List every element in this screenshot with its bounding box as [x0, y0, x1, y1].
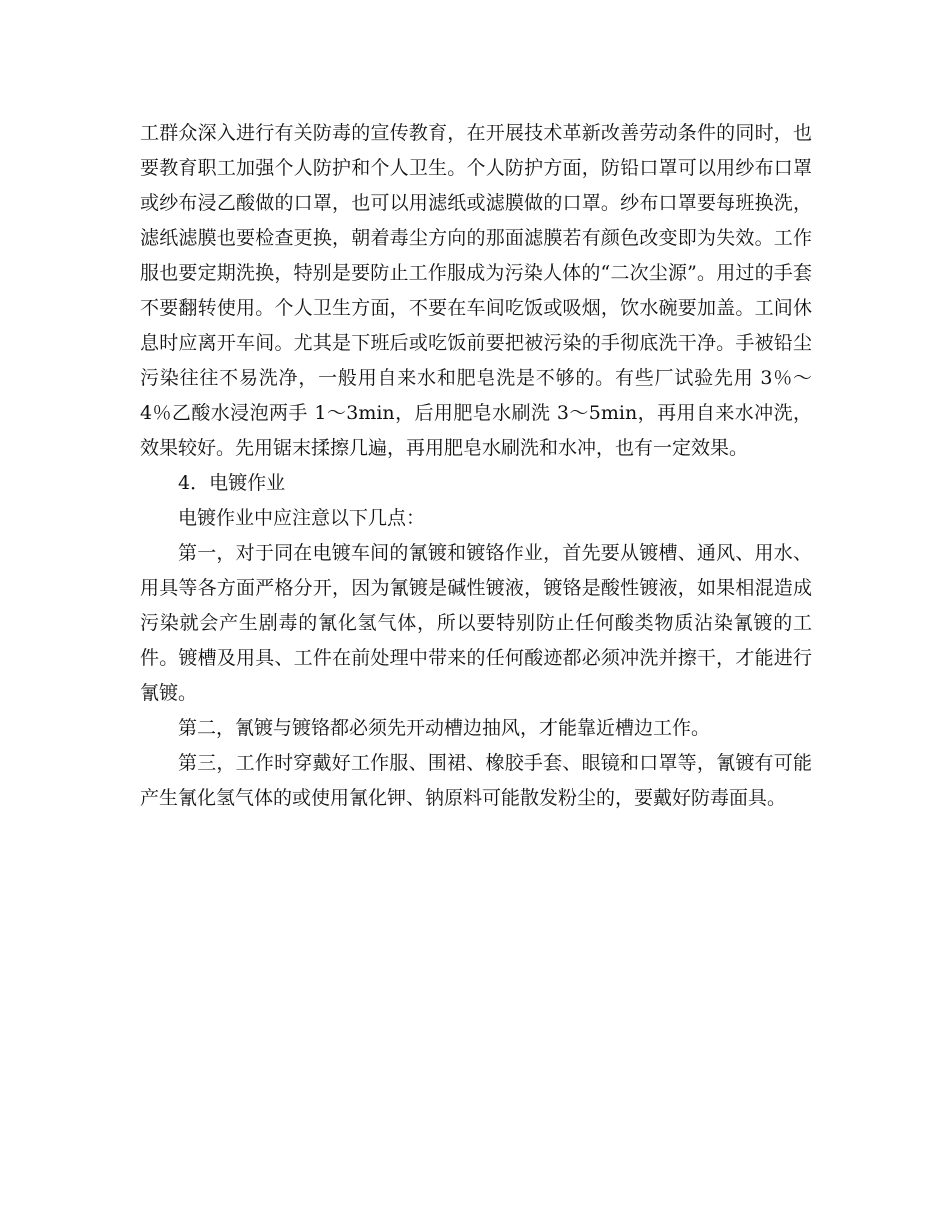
paragraph-point-one: 第一，对于同在电镀车间的氰镀和镀铬作业，首先要从镀槽、通风、用水、用具等各方面严格分开，因为氰镀是碱性镀液，镀铬是酸性镀液，如果相混造成污染就会产生剧毒的氰化氢气体，所以要特别防止任何酸类物质沾染氰镀的工件。镀槽及用具、工件在前处理中带来的任何酸迹都必须冲洗并擦干，才能进行氰镀。	[140, 542, 812, 704]
paragraph-personal-protection: 工群众深入进行有关防毒的宣传教育，在开展技术革新改善劳动条件的同时，也要教育职工加强个人防护和个人卫生。个人防护方面，防铅口罩可以用纱布口罩或纱布浸乙酸做的口罩，也可以用滤纸或滤膜做的口罩。纱布口罩要每班换洗，滤纸滤膜也要检查更换，朝着毒尘方向的那面滤膜若有颜色改变即为失效。工作服也要定期洗换，特别是要防止工作服成为污染人体的“二次尘源”。用过的手套不要翻转使用。个人卫生方面，不要在车间吃饭或吸烟，饮水碗要加盖。工间休息时应离开车间。尤其是下班后或吃饭前要把被污染的手彻底洗干净。手被铅尘污染往往不易洗净，一般用自来水和肥皂洗是不够的。有些厂试验先用 3％～4％乙酸水浸泡两手 1～3min，后用肥皂水刷洗 3～5min，再用自来水冲洗，效果较好。先用锯末揉擦几遍，再用肥皂水刷洗和水冲，也有一定效果。	[140, 122, 812, 459]
paragraph-point-three: 第三，工作时穿戴好工作服、围裙、橡胶手套、眼镜和口罩等，氰镀有可能产生氰化氢气体的或使用氰化钾、钠原料可能散发粉尘的，要戴好防毒面具。	[140, 752, 812, 809]
document-body	[140, 116, 812, 816]
section-heading-electroplating: 4．电镀作业	[178, 472, 286, 494]
paragraph-intro: 电镀作业中应注意以下几点：	[178, 507, 426, 529]
paragraph-point-two: 第二，氰镀与镀铬都必须先开动槽边抽风，才能靠近槽边工作。	[178, 717, 711, 739]
